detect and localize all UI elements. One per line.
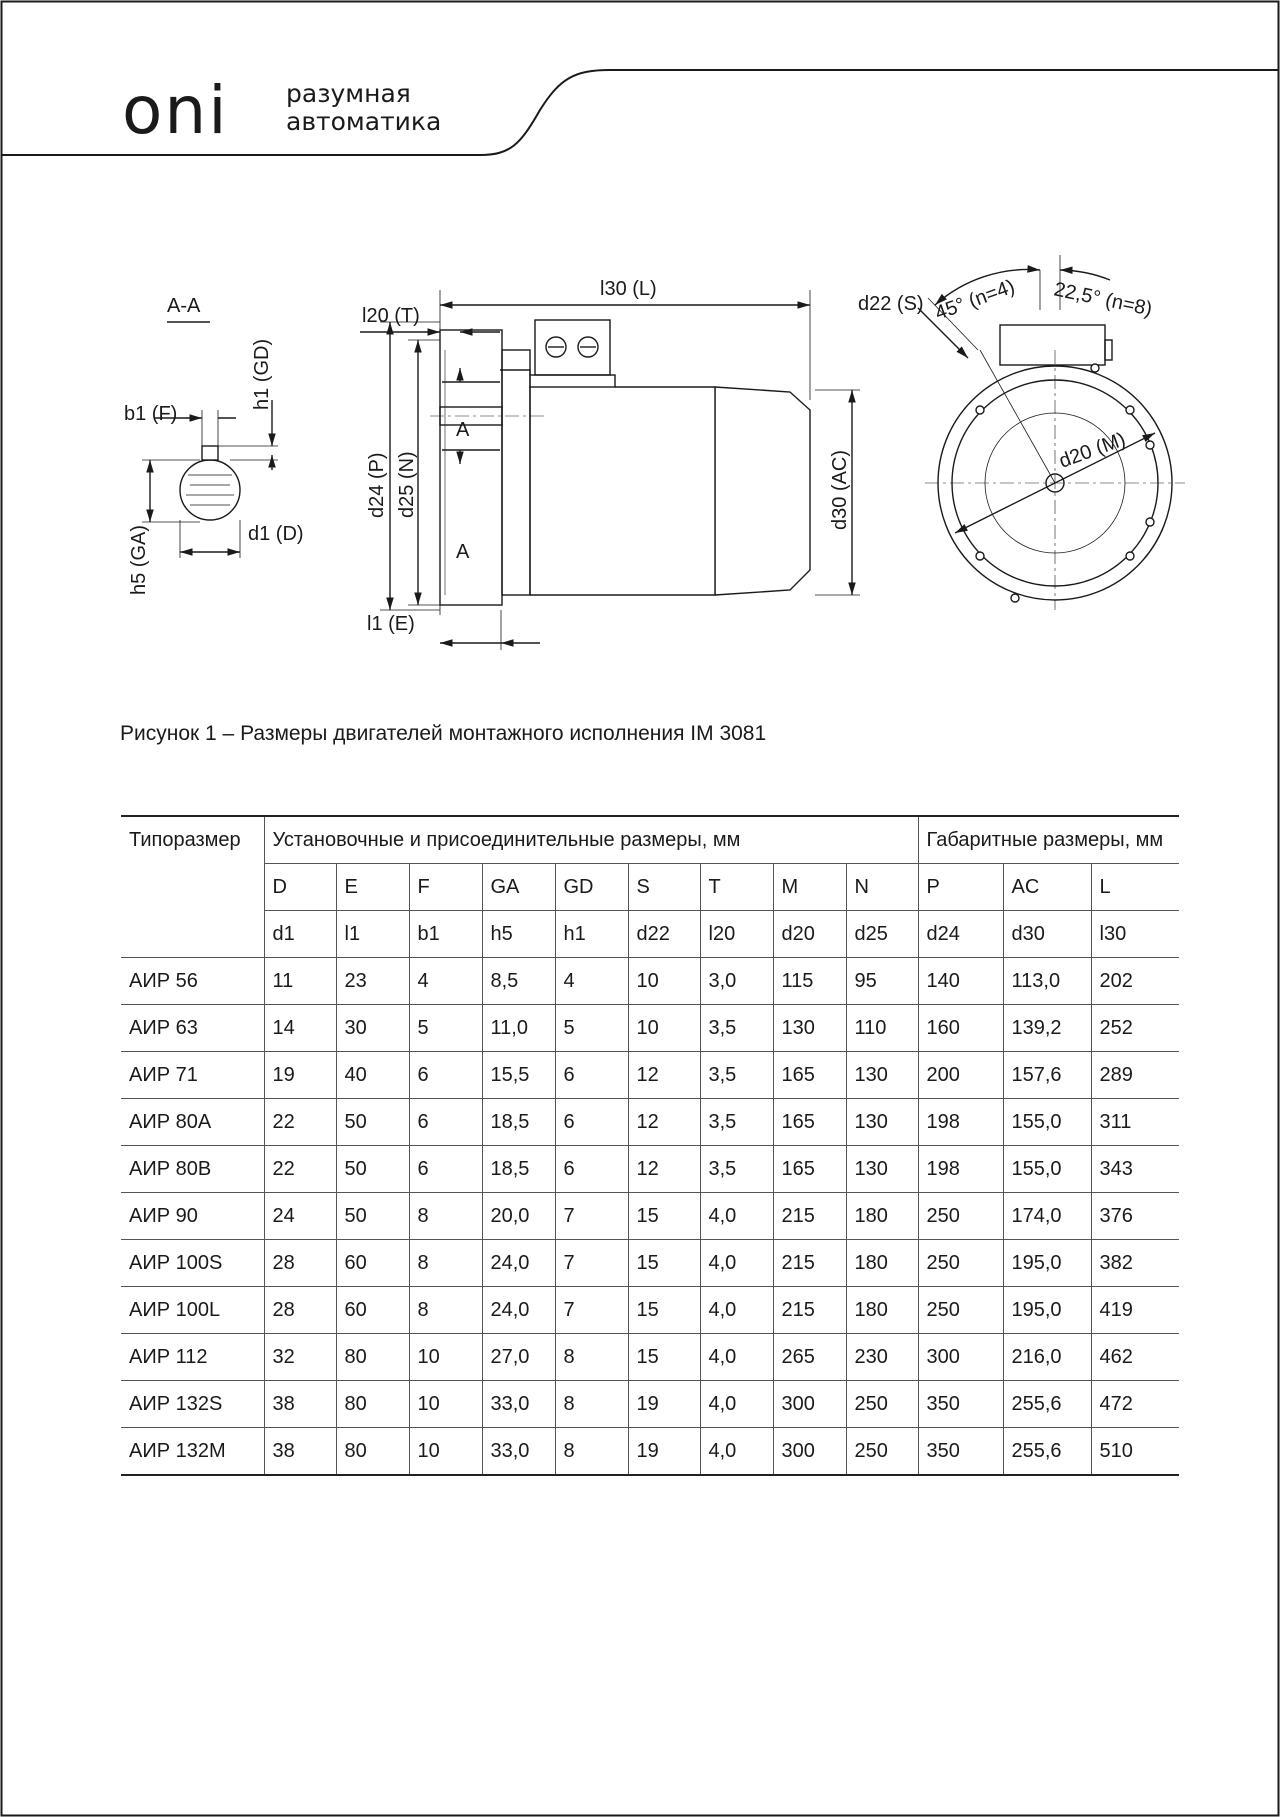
table-cell: 139,2 — [1003, 1005, 1091, 1052]
table-cell: 215 — [773, 1240, 846, 1287]
table-cell: 5 — [409, 1005, 482, 1052]
table-cell: 12 — [628, 1052, 700, 1099]
table-cell: 4 — [555, 958, 628, 1005]
tagline — [286, 80, 441, 136]
table-cell: 7 — [555, 1240, 628, 1287]
label-d22: d22 (S) — [858, 293, 924, 315]
table-cell: 300 — [773, 1428, 846, 1476]
label-l1: l1 (E) — [367, 613, 415, 635]
column-symbol: d1 — [264, 911, 336, 958]
table-cell: 250 — [846, 1428, 918, 1476]
row-typesize: АИР 80В — [121, 1146, 264, 1193]
table-cell: 28 — [264, 1287, 336, 1334]
row-typesize: АИР 100S — [121, 1240, 264, 1287]
table-cell: 4,0 — [700, 1334, 773, 1381]
table-cell: 80 — [336, 1381, 409, 1428]
label-angle45: 45° (n=4) — [932, 275, 1018, 325]
row-typesize: АИР 132S — [121, 1381, 264, 1428]
table-cell: 155,0 — [1003, 1146, 1091, 1193]
table-cell: 8 — [555, 1428, 628, 1476]
table-row — [121, 1193, 1179, 1240]
logo — [122, 72, 229, 149]
table-cell: 155,0 — [1003, 1099, 1091, 1146]
table-cell: 113,0 — [1003, 958, 1091, 1005]
table-cell: 8,5 — [482, 958, 555, 1005]
table-cell: 15 — [628, 1240, 700, 1287]
table-cell: 12 — [628, 1146, 700, 1193]
label-a-bottom: A — [456, 541, 470, 563]
table-cell: 32 — [264, 1334, 336, 1381]
table-cell: 24,0 — [482, 1287, 555, 1334]
table-cell: 7 — [555, 1287, 628, 1334]
table-cell: 255,6 — [1003, 1428, 1091, 1476]
column-letter: GD — [555, 864, 628, 911]
table-cell: 180 — [846, 1287, 918, 1334]
column-symbol: d24 — [918, 911, 1003, 958]
table-cell: 24,0 — [482, 1240, 555, 1287]
table-row — [121, 1052, 1179, 1099]
table-cell: 10 — [409, 1381, 482, 1428]
table-cell: 3,5 — [700, 1052, 773, 1099]
column-symbol: l20 — [700, 911, 773, 958]
table-cell: 19 — [628, 1428, 700, 1476]
table-cell: 7 — [555, 1193, 628, 1240]
table-cell: 40 — [336, 1052, 409, 1099]
table-cell: 165 — [773, 1052, 846, 1099]
row-typesize: АИР 112 — [121, 1334, 264, 1381]
table-cell: 60 — [336, 1287, 409, 1334]
tagline-line2: автоматика — [286, 107, 442, 136]
table-cell: 3,5 — [700, 1005, 773, 1052]
label-b1: b1 (F) — [124, 403, 178, 425]
row-typesize: АИР 63 — [121, 1005, 264, 1052]
table-cell: 419 — [1091, 1287, 1179, 1334]
row-typesize: АИР 90 — [121, 1193, 264, 1240]
table-cell: 180 — [846, 1240, 918, 1287]
table-cell: 250 — [846, 1381, 918, 1428]
column-symbol: h1 — [555, 911, 628, 958]
table-cell: 250 — [918, 1240, 1003, 1287]
column-letter: L — [1091, 864, 1179, 911]
table-cell: 11 — [264, 958, 336, 1005]
row-typesize: АИР 80А — [121, 1099, 264, 1146]
table-row — [121, 958, 1179, 1005]
table-row — [121, 1381, 1179, 1428]
column-symbol: d30 — [1003, 911, 1091, 958]
table-symbols-row — [121, 911, 1179, 958]
column-letter: P — [918, 864, 1003, 911]
table-cell: 80 — [336, 1428, 409, 1476]
dimensions-table — [121, 815, 1179, 1476]
table-cell: 22 — [264, 1146, 336, 1193]
row-typesize: АИР 56 — [121, 958, 264, 1005]
table-cell: 18,5 — [482, 1099, 555, 1146]
table-cell: 300 — [773, 1381, 846, 1428]
table-cell: 4,0 — [700, 1193, 773, 1240]
table-cell: 15 — [628, 1193, 700, 1240]
table-cell: 10 — [628, 958, 700, 1005]
table-cell: 15,5 — [482, 1052, 555, 1099]
table-cell: 28 — [264, 1240, 336, 1287]
table-cell: 60 — [336, 1240, 409, 1287]
table-cell: 174,0 — [1003, 1193, 1091, 1240]
label-d25: d25 (N) — [396, 451, 418, 518]
column-symbol: b1 — [409, 911, 482, 958]
table-cell: 6 — [555, 1099, 628, 1146]
table-cell: 3,0 — [700, 958, 773, 1005]
column-symbol: d22 — [628, 911, 700, 958]
table-cell: 472 — [1091, 1381, 1179, 1428]
table-cell: 95 — [846, 958, 918, 1005]
column-letter: AC — [1003, 864, 1091, 911]
table-cell: 50 — [336, 1193, 409, 1240]
table-cell: 230 — [846, 1334, 918, 1381]
row-typesize: АИР 71 — [121, 1052, 264, 1099]
table-cell: 6 — [409, 1146, 482, 1193]
table-cell: 130 — [846, 1052, 918, 1099]
table-cell: 130 — [846, 1146, 918, 1193]
logo-mark: oni — [122, 72, 229, 149]
table-cell: 8 — [409, 1287, 482, 1334]
table-cell: 3,5 — [700, 1099, 773, 1146]
table-cell: 265 — [773, 1334, 846, 1381]
table-cell: 15 — [628, 1287, 700, 1334]
table-cell: 4,0 — [700, 1428, 773, 1476]
column-letter: N — [846, 864, 918, 911]
table-cell: 160 — [918, 1005, 1003, 1052]
label-l30: l30 (L) — [600, 278, 657, 300]
table-cell: 215 — [773, 1193, 846, 1240]
table-cell: 10 — [409, 1334, 482, 1381]
table-cell: 130 — [773, 1005, 846, 1052]
motor-dimension-drawing — [0, 250, 1280, 650]
label-d30: d30 (AC) — [829, 449, 851, 530]
table-cell: 8 — [555, 1334, 628, 1381]
table-cell: 510 — [1091, 1428, 1179, 1476]
label-l20: l20 (T) — [362, 305, 420, 327]
table-cell: 376 — [1091, 1193, 1179, 1240]
table-cell: 50 — [336, 1099, 409, 1146]
column-symbol: d25 — [846, 911, 918, 958]
table-cell: 8 — [555, 1381, 628, 1428]
table-cell: 4,0 — [700, 1240, 773, 1287]
table-cell: 343 — [1091, 1146, 1179, 1193]
table-cell: 140 — [918, 958, 1003, 1005]
table-cell: 110 — [846, 1005, 918, 1052]
table-cell: 289 — [1091, 1052, 1179, 1099]
table-cell: 250 — [918, 1193, 1003, 1240]
table-cell: 23 — [336, 958, 409, 1005]
table-cell: 50 — [336, 1146, 409, 1193]
table-row — [121, 1099, 1179, 1146]
table-cell: 165 — [773, 1099, 846, 1146]
table-cell: 18,5 — [482, 1146, 555, 1193]
table-cell: 27,0 — [482, 1334, 555, 1381]
table-cell: 115 — [773, 958, 846, 1005]
column-symbol: l1 — [336, 911, 409, 958]
table-cell: 350 — [918, 1381, 1003, 1428]
column-letter: F — [409, 864, 482, 911]
table-cell: 6 — [555, 1052, 628, 1099]
column-letter: M — [773, 864, 846, 911]
column-symbol: d20 — [773, 911, 846, 958]
table-cell: 255,6 — [1003, 1381, 1091, 1428]
table-cell: 252 — [1091, 1005, 1179, 1052]
table-cell: 198 — [918, 1146, 1003, 1193]
table-cell: 300 — [918, 1334, 1003, 1381]
table-cell: 19 — [628, 1381, 700, 1428]
table-cell: 30 — [336, 1005, 409, 1052]
table-cell: 8 — [409, 1193, 482, 1240]
table-row — [121, 1428, 1179, 1476]
column-letter: D — [264, 864, 336, 911]
table-cell: 382 — [1091, 1240, 1179, 1287]
label-h5: h5 (GA) — [128, 524, 150, 595]
table-cell: 462 — [1091, 1334, 1179, 1381]
table-cell: 10 — [628, 1005, 700, 1052]
label-d24: d24 (P) — [366, 452, 388, 518]
table-row — [121, 1240, 1179, 1287]
table-cell: 180 — [846, 1193, 918, 1240]
header-group-installation: Установочные и присоединительные размеры, мм — [264, 816, 918, 864]
row-typesize: АИР 132М — [121, 1428, 264, 1476]
table-cell: 80 — [336, 1334, 409, 1381]
label-a-top: A — [456, 419, 470, 441]
table-cell: 8 — [409, 1240, 482, 1287]
table-cell: 4,0 — [700, 1381, 773, 1428]
column-letter: E — [336, 864, 409, 911]
table-letters-row — [121, 864, 1179, 911]
table-cell: 14 — [264, 1005, 336, 1052]
table-cell: 4 — [409, 958, 482, 1005]
table-cell: 10 — [409, 1428, 482, 1476]
table-cell: 215 — [773, 1287, 846, 1334]
label-angle22: 22,5° (n=8) — [1051, 278, 1155, 321]
label-h1: h1 (GD) — [251, 338, 273, 410]
table-cell: 157,6 — [1003, 1052, 1091, 1099]
table-cell: 4,0 — [700, 1287, 773, 1334]
table-cell: 3,5 — [700, 1146, 773, 1193]
table-cell: 200 — [918, 1052, 1003, 1099]
column-symbol: h5 — [482, 911, 555, 958]
table-cell: 38 — [264, 1428, 336, 1476]
table-row — [121, 1146, 1179, 1193]
tagline-line1: разумная — [286, 79, 411, 108]
row-typesize: АИР 100L — [121, 1287, 264, 1334]
header-typesize: Типоразмер — [121, 816, 264, 958]
table-cell: 216,0 — [1003, 1334, 1091, 1381]
table-cell: 19 — [264, 1052, 336, 1099]
table-row — [121, 1334, 1179, 1381]
table-cell: 38 — [264, 1381, 336, 1428]
label-d20: d20 (M) — [1056, 428, 1129, 473]
table-cell: 33,0 — [482, 1428, 555, 1476]
section-label: A-A — [167, 295, 201, 317]
table-cell: 22 — [264, 1099, 336, 1146]
column-letter: S — [628, 864, 700, 911]
table-cell: 20,0 — [482, 1193, 555, 1240]
column-symbol: l30 — [1091, 911, 1179, 958]
table-cell: 202 — [1091, 958, 1179, 1005]
table-cell: 6 — [409, 1052, 482, 1099]
table-cell: 11,0 — [482, 1005, 555, 1052]
table-cell: 198 — [918, 1099, 1003, 1146]
header-group-overall: Габаритные размеры, мм — [918, 816, 1179, 864]
label-d1: d1 (D) — [248, 523, 304, 545]
table-cell: 130 — [846, 1099, 918, 1146]
table-cell: 33,0 — [482, 1381, 555, 1428]
table-cell: 15 — [628, 1334, 700, 1381]
table-cell: 250 — [918, 1287, 1003, 1334]
table-cell: 5 — [555, 1005, 628, 1052]
table-cell: 6 — [409, 1099, 482, 1146]
table-cell: 24 — [264, 1193, 336, 1240]
column-letter: GA — [482, 864, 555, 911]
table-row — [121, 1287, 1179, 1334]
figure-caption: Рисунок 1 – Размеры двигателей монтажного исполнения IM 3081 — [120, 722, 767, 745]
table-cell: 195,0 — [1003, 1240, 1091, 1287]
table-cell: 311 — [1091, 1099, 1179, 1146]
table-header-row — [121, 816, 1179, 864]
table-cell: 195,0 — [1003, 1287, 1091, 1334]
table-cell: 6 — [555, 1146, 628, 1193]
table-cell: 350 — [918, 1428, 1003, 1476]
table-row — [121, 1005, 1179, 1052]
table-cell: 12 — [628, 1099, 700, 1146]
table-cell: 165 — [773, 1146, 846, 1193]
column-letter: T — [700, 864, 773, 911]
